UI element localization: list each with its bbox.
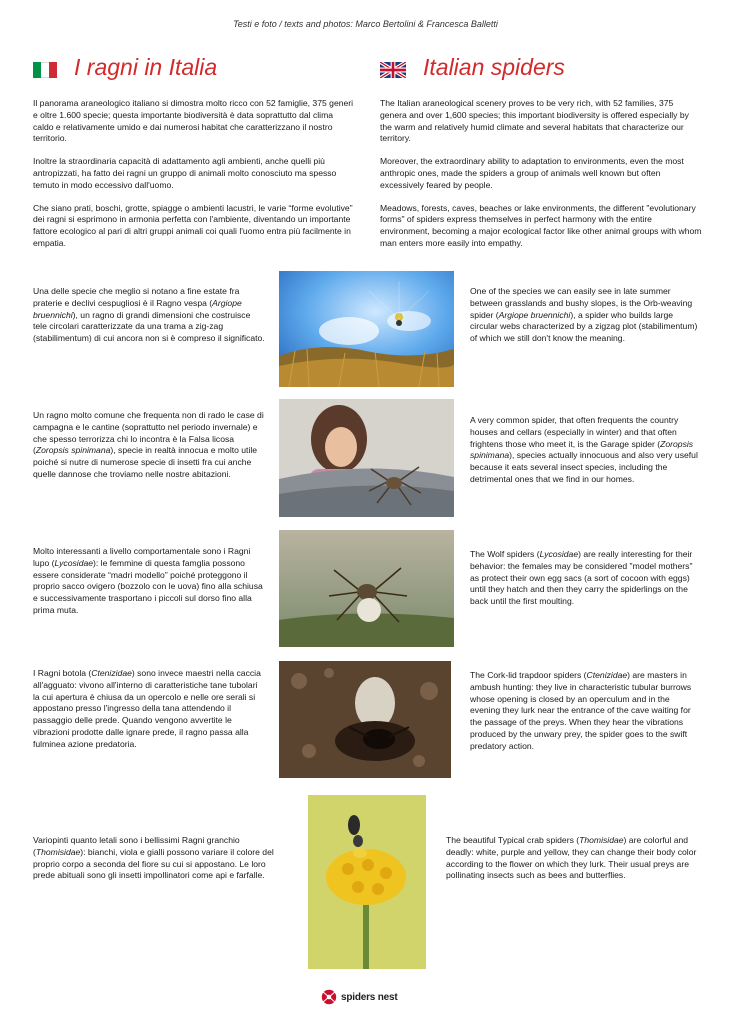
ctenizidae-photo: [279, 661, 451, 778]
species-text: Una delle specie che meglio si notano a fine estate fra praterie e declivi cespugliosi è il Ragno vespa (: [33, 286, 240, 308]
english-species-thomisidae: [446, 835, 706, 882]
species-text: ): bianchi, viola e gialli possono variare il colore del proprio corpo a seconda del fiore su cui si appostano. Le loro prede abituali sono gli insetti impollinatori come api e farfalle.: [33, 846, 274, 881]
species-text: ) are really interesting for their behavior: the females may be considered "model mothers" as protect their own egg sacs (a sort of cocoon with eggs) until they hatch and then they carry the spiderlings on the back until the first moulting.: [470, 549, 693, 607]
english-intro-paragraph: Meadows, forests, caves, beaches or lake environments, the different "evolutionary forms" of spiders express themselves in perfect harmony with the entire environment, becoming a major ecological factor like other animal groups with whom man enters more easily into empathy.: [380, 202, 702, 248]
species-text: One of the species we can easily see in late summer between grasslands and bushy slopes, is the Orb-weaving spider (: [470, 286, 693, 320]
english-title: Italian spiders: [423, 54, 565, 80]
species-latin-name: Zoropsis spinimana: [35, 445, 111, 456]
thomisidae-photo: [308, 795, 426, 969]
species-text: I Ragni botola (: [33, 668, 92, 678]
italian-intro-paragraph: Che siano prati, boschi, grotte, spiagge o ambienti lacustri, le varie “forme evolutive” dei ragni si esprimono in armonia perfetta con l'ambiente, diventando un importante fattore ecologico al pari di altri gruppi animali coi quali l'uomo entra più facilmente in empatia.: [33, 202, 353, 248]
species-text: ), a spider who builds large circular webs characterized by a zigzag plot (stabilimentum) of which we still don't know the meaning.: [470, 309, 698, 344]
species-latin-name: Thomisidae: [579, 835, 624, 845]
italian-intro: [33, 98, 355, 250]
italian-species-zoropsis: [33, 410, 265, 481]
zoropsis-photo: [279, 399, 454, 517]
species-latin-name: Argiope bruennichi: [33, 297, 242, 320]
species-latin-name: Argiope bruennichi: [498, 309, 571, 320]
english-intro-paragraph: The Italian araneological scenery proves to be very rich, with 52 families, 375 genera and over 1,600 species; this important biodiversity is offered especially by the warm and relatively humid climate and several habitats that characterize our territory.: [380, 98, 689, 144]
spiders-nest-logo: [320, 985, 420, 1009]
species-latin-name: Ctenizidae: [91, 668, 132, 678]
species-latin-name: Thomisidae: [35, 846, 81, 857]
species-text: ), un ragno di grandi dimensioni che costruisce tele circolari caratterizzate da una trama a zig-zag (stabilimentum) di cui ancora non si è compreso il significato.: [33, 309, 265, 344]
english-species-lycosidae: [470, 549, 702, 608]
species-text: Un ragno molto comune che frequenta non di rado le case di campagna e le cantine (soprattutto nel periodo invernale) e che spesso terrorizza chi lo incontra è la Falsa licosa (: [33, 410, 264, 456]
english-intro: [380, 98, 702, 250]
species-latin-name: Lycosidae: [539, 549, 579, 559]
english-intro-paragraph: Moreover, the extraordinary ability to adaptation to environments, even the most anthropic ones, made the spiders a group of animals well known but often excessively feared by people.: [380, 156, 684, 190]
species-text: ), species actually innocuous and also very useful because it eats several insect species, including the detrimental ones that we find in our homes.: [470, 450, 698, 484]
italian-species-ctenizidae: [33, 668, 265, 751]
species-latin-name: Zoropsis spinimana: [470, 438, 694, 461]
lycosidae-photo: [279, 530, 454, 647]
spider-logo-icon: [320, 988, 338, 1006]
species-text: ) sono invece maestri nella caccia all'agguato: vivono all'interno di caratteristiche tane tubolari la cui apertura è chiusa da un opercolo e nelle ore serali si appostano presso l'ingresso della tana attendendo il passaggio delle prede. Quando vengono avvertite le vibrazioni prodotte dalle ignare prede, il ragno passa alla fulminea azione predatoria.: [33, 668, 261, 749]
species-text: ) are masters in ambush hunting: they live in characteristic tubular burrows whose opening is closed by an operculum and in the evening they lurk near the entrance of the cave waiting for the passage of the preys. When they hear the vibrations produced by the unwary prey, the spider goes to the swift predatory action.: [470, 670, 692, 751]
species-text: The Wolf spiders (: [470, 549, 540, 559]
italian-species-lycosidae: [33, 546, 265, 617]
argiope-photo: [279, 271, 454, 387]
italian-title: I ragni in Italia: [74, 54, 218, 80]
italian-intro-paragraph: Inoltre la straordinaria capacità di adattamento agli ambienti, anche quelli più antropizzati, ha fatto dei ragni un gruppo di animali molto conosciuto ma spesso temuto in modo eccessivo dall'uomo.: [33, 156, 337, 190]
species-text: The beautiful Typical crab spiders (: [446, 835, 580, 845]
italy-flag-icon: [33, 62, 57, 78]
species-text: ): le femmine di questa famglia possono essere considerate “madri modello” poiché proteggono il proprio sacco ovigero (bozzolo con le uova) fino alla schiusa e successivamente trasportano i piccoli sul dorso fino alla prima muta.: [33, 557, 263, 615]
photo-credit: Testi e foto / texts and photos: Marco Bertolini & Francesca Balletti: [233, 19, 498, 29]
species-text: The Cork-lid trapdoor spiders (: [470, 670, 587, 680]
english-species-ctenizidae: [470, 670, 702, 753]
uk-flag-icon: [380, 62, 406, 78]
logo-text: spiders nest: [341, 991, 398, 1003]
species-text: Variopinti quanto letali sono i bellissimi Ragni granchio (: [33, 835, 240, 857]
english-species-argiope: [470, 286, 702, 345]
species-latin-name: Lycosidae: [54, 557, 94, 568]
species-text: A very common spider, that often frequents the country houses and cellars (especially in winter) and that often frightens those who meet it, is the Garage spider (: [470, 415, 679, 449]
english-species-zoropsis: [470, 415, 702, 486]
italian-species-thomisidae: [33, 835, 278, 882]
species-text: Molto interessanti a livello comportamentale sono i Ragni lupo (: [33, 546, 251, 568]
italian-species-argiope: [33, 286, 265, 345]
species-latin-name: Ctenizidae: [586, 670, 628, 680]
italian-intro-paragraph: Il panorama araneologico italiano si dimostra molto ricco con 52 famiglie, 375 generi e oltre 1.600 specie; questa importante biodiversità è data soprattutto dal clima caldo e relativamente umido e dai numerosi habitat che caratterizzano il nostro territorio.: [33, 98, 354, 144]
species-text: ), specie in realtà innocua e molto utile poiché si nutre di numerose specie di insetti fra cui anche quelle dannose che troviamo nelle nostre abitazioni.: [33, 445, 258, 479]
species-text: ) are colorful and deadly: white, purple and yellow, they can change their body color according to the flower on which they lurk. Their usual preys are pollinating insects such as bees and butterflies.: [446, 835, 697, 881]
